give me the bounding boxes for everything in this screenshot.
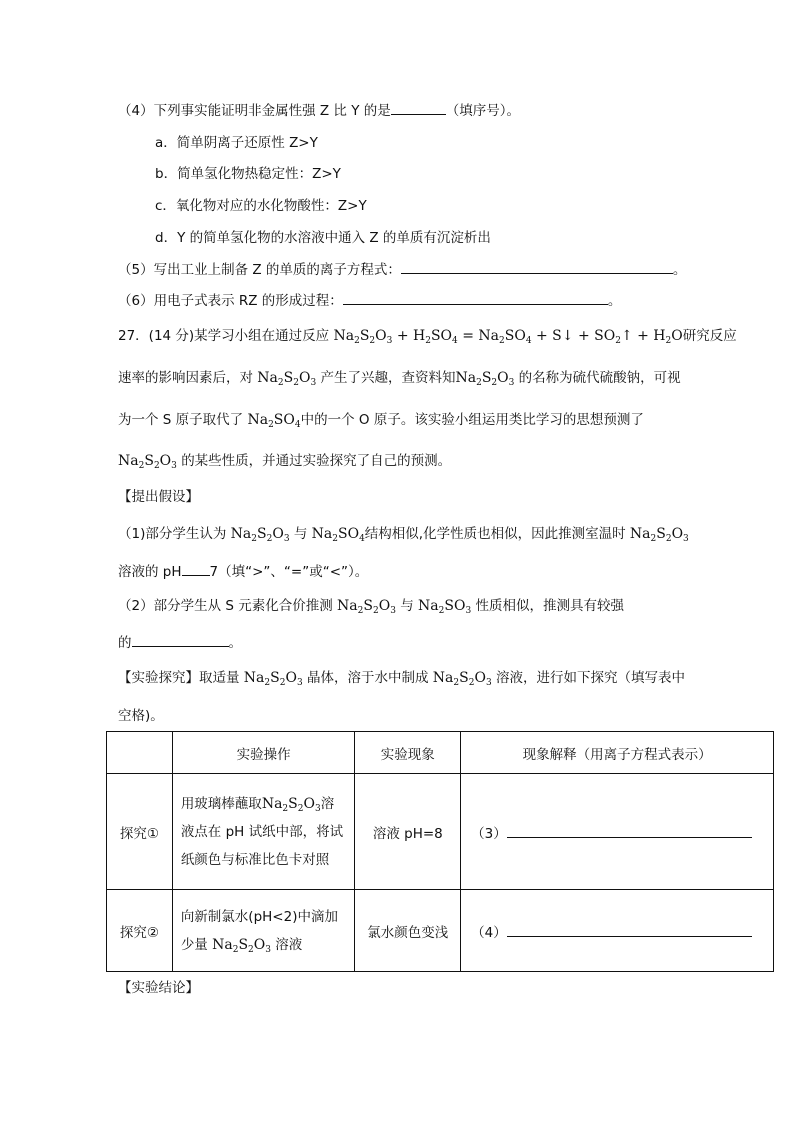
reaction-equation: $Na_2S_2O_3 + H_2SO_4 = Na_2SO_4$ + S↓ + $SO_2↑ + H_2O$ [333, 328, 683, 346]
explanation-cell [461, 890, 774, 972]
explanation-cell [461, 774, 774, 890]
q4-suffix: （填序号）。 [445, 103, 520, 119]
h1-text-a: （1)部分学生认为 [118, 526, 227, 542]
header-cell-explanation: 现象解释（用离子方程式表示） [461, 732, 774, 774]
operation-cell [172, 890, 355, 972]
formula-na2s2o3: $Na_2S_2O_3$ [257, 370, 317, 388]
explore-heading: 【实验探究】 [118, 670, 199, 686]
q4-answer-blank[interactable] [391, 100, 446, 115]
explanation-answer-blank[interactable] [507, 922, 752, 937]
explore-line-1 [118, 668, 685, 688]
row-label: 探究② [107, 890, 173, 972]
q6-end: 。 [607, 293, 622, 309]
op-text: 少量 [180, 936, 208, 953]
header-cell-phenomenon: 实验现象 [355, 732, 461, 774]
formula-na2s2o3: $Na_2S_2O_3$ [261, 795, 321, 814]
op-text: 用玻璃棒蘸取 [180, 795, 262, 812]
formula-na2s2o3: $Na_2S_2O_3$ [455, 370, 515, 388]
phenomenon-cell: 氯水颜色变浅 [355, 890, 461, 972]
q27-line2-text-a: 速率的影响因素后，对 [118, 370, 253, 386]
q6-prompt: （6）用电子式表示 RZ 的形成过程： [118, 293, 343, 309]
explore-line-2: 空格)。 [118, 708, 164, 724]
phenomenon-cell: 溶液 pH=8 [355, 774, 461, 890]
q5-prompt: （5）写出工业上制备 Z 的单质的离子方程式： [118, 262, 401, 278]
ph-answer-blank[interactable] [182, 561, 210, 576]
q4-option-c: c．氧化物对应的水化物酸性：Z>Y [155, 198, 367, 214]
experiment-table [106, 731, 774, 972]
operation-cell [172, 774, 355, 890]
table-row [107, 774, 774, 890]
formula-na2s2o3: $Na_2S_2O_3$ [629, 526, 689, 544]
hypothesis-2-line-1 [118, 596, 624, 616]
h2-text-b: 与 [400, 598, 414, 614]
formula-na2so4: $Na_2SO_4$ [247, 412, 301, 430]
q27-line2-text-b: 产生了兴趣，查资料知 [320, 370, 456, 386]
formula-na2s2o3: $Na_2S_2O_3$ [212, 936, 271, 955]
q5-end: 。 [672, 262, 687, 278]
formula-na2so3: $Na_2SO_3$ [418, 598, 472, 616]
explore-text-c: 溶液，进行如下探究（填写表中 [495, 670, 685, 686]
hypothesis-1-line-1 [118, 524, 689, 544]
hypothesis-2-line-2 [118, 632, 242, 653]
h2-text-e: 。 [228, 635, 242, 651]
h1-text-b: 与 [293, 526, 308, 542]
formula-na2s2o3: $Na_2S_2O_3$ [337, 598, 396, 616]
formula-na2so4: $Na_2SO_4$ [311, 526, 365, 544]
q27-line4-text: 的某些性质，并通过实验探究了自己的预测。 [181, 453, 452, 469]
q27-line3-text-a: 为一个 S 原子取代了 [118, 412, 244, 428]
h1-text-d: 溶液的 pH [118, 564, 182, 580]
hypothesis-1-line-2 [118, 561, 368, 582]
op-text: 液点在 pH 试纸中部，将试 [180, 823, 344, 840]
q4-option-b: b．简单氢化物热稳定性：Z>Y [155, 166, 341, 182]
explore-text-b: 晶体，溶于水中制成 [306, 670, 429, 686]
q27-line-1 [118, 326, 737, 346]
formula-na2s2o3: $Na_2S_2O_3$ [432, 670, 492, 688]
header-cell-operation: 实验操作 [172, 732, 355, 774]
q27-line-4 [118, 451, 451, 471]
hypothesis-heading: 【提出假设】 [118, 489, 199, 505]
row-label: 探究① [107, 774, 173, 890]
h2-text-d: 的 [118, 635, 132, 651]
property-answer-blank[interactable] [132, 632, 229, 647]
question-4 [118, 100, 520, 121]
q4-option-a: a．简单阴离子还原性 Z>Y [155, 135, 318, 151]
table-row [107, 890, 774, 972]
question-5 [118, 259, 686, 280]
q4-option-d: d．Y 的简单氢化物的水溶液中通入 Z 的单质有沉淀析出 [155, 230, 491, 246]
header-cell-empty [107, 732, 173, 774]
h2-text-a: （2）部分学生从 S 元素化合价推测 [118, 598, 333, 614]
q27-intro: 27．(14 分)某学习小组在通过反应 [118, 328, 330, 344]
h1-text-e: 7（填“>”、“=”或“<”）。 [209, 564, 369, 580]
h2-text-c: 性质相似，推测具有较强 [475, 598, 624, 614]
h1-text-c: 结构相似,化学性质也相似，因此推测室温时 [364, 526, 626, 542]
formula-na2s2o3: $Na_2S_2O_3$ [243, 670, 303, 688]
explore-text-a: 取适量 [199, 670, 240, 686]
question-6 [118, 290, 621, 311]
explanation-number: （3） [471, 825, 507, 842]
explanation-answer-blank[interactable] [507, 823, 752, 838]
q27-line3-text-b: 中的一个 O 原子。该实验小组运用类比学习的思想预测了 [300, 412, 644, 428]
q4-prompt: （4）下列事实能证明非金属性强 Z 比 Y 的是 [118, 103, 391, 119]
formula-na2s2o3: $Na_2S_2O_3$ [118, 453, 177, 471]
table-header-row [107, 732, 774, 774]
op-text: 溶 [320, 795, 335, 812]
op-text: 向新制氯水(pH<2)中滴加 [180, 908, 338, 925]
conclusion-heading: 【实验结论】 [118, 980, 199, 996]
explanation-number: （4） [471, 924, 507, 941]
op-text: 溶液 [275, 936, 303, 953]
op-text: 纸颜色与标准比色卡对照 [180, 851, 330, 868]
q5-answer-blank[interactable] [401, 259, 673, 274]
formula-na2s2o3: $Na_2S_2O_3$ [230, 526, 290, 544]
q27-study: 研究反应 [682, 328, 737, 344]
q27-line-3 [118, 410, 644, 430]
q27-line-2 [118, 368, 681, 388]
q6-answer-blank[interactable] [343, 290, 608, 305]
q27-line2-text-c: 的名称为硫代硫酸钠，可视 [518, 370, 681, 386]
